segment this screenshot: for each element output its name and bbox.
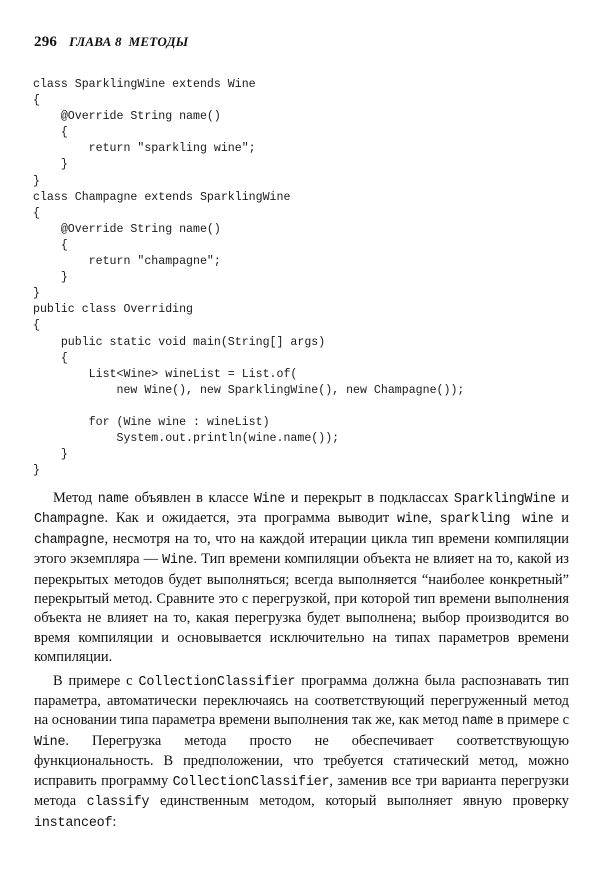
code-line: List<Wine> wineList = List.of( <box>33 367 298 381</box>
code-line: { <box>33 319 40 333</box>
code-line: class SparklingWine extends Wine <box>33 78 256 91</box>
inline-code: champagne <box>34 532 105 548</box>
text-run: . Как и ожидается, эта программа выводит <box>104 510 397 527</box>
code-line: @Override String name() <box>33 222 221 236</box>
chapter-title: МЕТОДЫ <box>128 34 189 49</box>
code-line: } <box>33 287 40 301</box>
code-line: } <box>33 174 40 188</box>
text-run: Метод <box>53 490 98 506</box>
code-line: @Override String name() <box>33 110 221 124</box>
code-line: System.out.println(wine.name()); <box>33 432 340 446</box>
page-number: 296 <box>34 34 58 50</box>
text-run: , несмотря на то, что на каждой итерации цикла тип времени компиляции этого экземпляра — <box>34 530 569 568</box>
code-line: { <box>33 351 68 365</box>
code-line: return "sparkling wine"; <box>33 142 256 156</box>
inline-code: instanceof <box>34 815 113 831</box>
inline-code: Champagne <box>34 512 105 528</box>
code-line: { <box>33 94 40 108</box>
text-run: в примере с <box>493 712 569 729</box>
inline-code: Wine <box>253 492 286 507</box>
inline-code: classify <box>86 795 150 811</box>
code-line: { <box>33 206 40 220</box>
code-line: { <box>33 126 68 140</box>
code-listing <box>33 77 573 479</box>
code-line: new Wine(), new SparklingWine(), new Champagne()); <box>33 383 465 397</box>
code-line: public static void main(String[] args) <box>33 335 326 349</box>
code-line: } <box>33 271 68 285</box>
text-run: и <box>553 510 569 527</box>
code-line: } <box>33 158 68 172</box>
inline-code: CollectionClassifier <box>138 674 296 690</box>
text-run: В примере с <box>53 672 139 689</box>
code-line: public class Overriding <box>33 303 194 317</box>
text-run: . Тип времени компиляции объекта не влияет на то, какой из перекрытых методов будет выполняться; всегда выполняется “наиболее конкретный” перекрытый метод. Сравните это с перегрузкой, при которой тип времени выполнения объекта не влияет на то, какая перегрузка будет выполнена; выбор производится во время компиляции и основывается исключительно на типах параметров времени компиляции. <box>34 551 569 666</box>
inline-code: sparkling wine <box>439 512 554 528</box>
code-line <box>33 399 573 415</box>
text-run: и <box>555 490 569 506</box>
code-line: class Champagne extends SparklingWine <box>33 190 291 204</box>
running-head <box>34 34 188 51</box>
inline-code: name <box>97 492 130 507</box>
inline-code: name <box>461 714 494 730</box>
code-line: } <box>33 464 40 478</box>
inline-code: SparklingWine <box>453 492 556 507</box>
text-run: объявлен в классе <box>129 490 254 506</box>
inline-code: wine <box>396 512 429 528</box>
text-run: единственным методом, который выполняет явную проверку <box>149 793 569 810</box>
text-run: . Перегрузка метода просто не обеспечивает соответствующую функциональность. В предположении, что требуется статический метод, можно исправить программу <box>34 732 569 789</box>
code-line: return "champagne"; <box>33 255 221 269</box>
text-run: программа должна была распознавать тип параметра, автоматически переключаясь на соответствующий перегруженный метод на основании типа параметра времени выполнения так же, как метод <box>34 672 570 729</box>
body-text <box>34 489 569 833</box>
paragraph <box>34 672 569 833</box>
text-run: , <box>428 510 440 527</box>
inline-code: Wine <box>34 734 66 750</box>
chapter-label: ГЛАВА 8 <box>69 34 122 49</box>
text-run: , заменив все три варианта перегрузки метода <box>34 772 569 810</box>
text-run: : <box>112 813 117 830</box>
inline-code: CollectionClassifier <box>172 774 330 790</box>
inline-code: Wine <box>162 553 194 569</box>
code-line: for (Wine wine : wineList) <box>33 415 270 429</box>
code-line: { <box>33 238 68 252</box>
paragraph <box>34 489 569 668</box>
text-run: и перекрыт в подклассах <box>285 490 454 506</box>
code-line: } <box>33 448 68 462</box>
